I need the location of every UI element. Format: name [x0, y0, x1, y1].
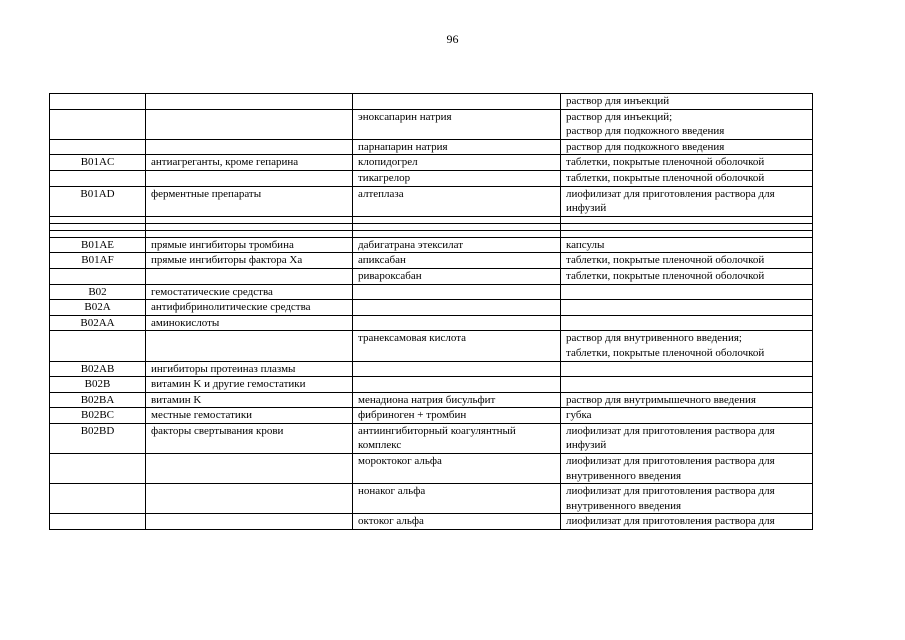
- dosage-form-cell: раствор для внутривенного введения; таблетки, покрытые пленочной оболочкой: [561, 331, 813, 361]
- dosage-form-cell: [561, 284, 813, 300]
- drug-name-cell: фибриноген + тромбин: [353, 408, 561, 424]
- atc-code-cell: B02BA: [50, 392, 146, 408]
- dosage-form-cell: лиофилизат для приготовления раствора для внутривенного введения: [561, 484, 813, 514]
- pharmacological-group-cell: [146, 223, 353, 230]
- table-row: [50, 300, 813, 316]
- pharmacological-group-cell: гемостатические средства: [146, 284, 353, 300]
- pharmacological-group-cell: аминокислоты: [146, 315, 353, 331]
- drug-name-cell: менадиона натрия бисульфит: [353, 392, 561, 408]
- drug-name-cell: апиксабан: [353, 253, 561, 269]
- atc-code-cell: [50, 94, 146, 110]
- table-row: [50, 392, 813, 408]
- pharmacological-group-cell: [146, 216, 353, 223]
- table-row: [50, 514, 813, 530]
- drug-name-cell: клопидогрел: [353, 155, 561, 171]
- dosage-form-cell: [561, 315, 813, 331]
- drug-name-cell: дабигатрана этексилат: [353, 237, 561, 253]
- pharmacological-group-cell: антифибринолитические средства: [146, 300, 353, 316]
- drug-name-cell: тикагрелор: [353, 170, 561, 186]
- pharmacological-group-cell: [146, 109, 353, 139]
- dosage-form-cell: раствор для инъекций: [561, 94, 813, 110]
- pharmacological-group-cell: [146, 94, 353, 110]
- dosage-form-cell: [561, 230, 813, 237]
- pharmacological-group-cell: [146, 139, 353, 155]
- atc-code-cell: [50, 454, 146, 484]
- drug-name-cell: [353, 361, 561, 377]
- atc-code-cell: B02AB: [50, 361, 146, 377]
- dosage-form-cell: лиофилизат для приготовления раствора для: [561, 514, 813, 530]
- drug-name-cell: [353, 230, 561, 237]
- drug-name-cell: [353, 284, 561, 300]
- dosage-form-cell: [561, 377, 813, 393]
- dosage-form-cell: таблетки, покрытые пленочной оболочкой: [561, 155, 813, 171]
- table-row: [50, 331, 813, 361]
- atc-code-cell: B01AE: [50, 237, 146, 253]
- atc-code-cell: B02AA: [50, 315, 146, 331]
- atc-code-cell: [50, 331, 146, 361]
- dosage-form-cell: таблетки, покрытые пленочной оболочкой: [561, 268, 813, 284]
- atc-code-cell: B02: [50, 284, 146, 300]
- atc-code-cell: B02A: [50, 300, 146, 316]
- drug-name-cell: эноксапарин натрия: [353, 109, 561, 139]
- dosage-form-cell: [561, 223, 813, 230]
- pharmacological-group-cell: [146, 514, 353, 530]
- pharmacological-group-cell: местные гемостатики: [146, 408, 353, 424]
- atc-code-cell: [50, 170, 146, 186]
- atc-code-cell: [50, 484, 146, 514]
- dosage-form-cell: [561, 361, 813, 377]
- pharmacological-group-cell: ферментные препараты: [146, 186, 353, 216]
- pharmacological-group-cell: прямые ингибиторы фактора Xa: [146, 253, 353, 269]
- atc-code-cell: [50, 268, 146, 284]
- atc-code-cell: [50, 223, 146, 230]
- drug-name-cell: [353, 315, 561, 331]
- pharmacological-group-cell: витамин K и другие гемостатики: [146, 377, 353, 393]
- pharmacological-group-cell: витамин K: [146, 392, 353, 408]
- dosage-form-cell: таблетки, покрытые пленочной оболочкой: [561, 253, 813, 269]
- table-row: [50, 284, 813, 300]
- table-row: [50, 484, 813, 514]
- pharmacological-group-cell: антиагреганты, кроме гепарина: [146, 155, 353, 171]
- table-row: [50, 423, 813, 453]
- pharmacological-group-cell: [146, 331, 353, 361]
- dosage-form-cell: капсулы: [561, 237, 813, 253]
- atc-code-cell: [50, 139, 146, 155]
- table-row: [50, 377, 813, 393]
- dosage-form-cell: лиофилизат для приготовления раствора для инфузий: [561, 186, 813, 216]
- pharmacological-group-cell: прямые ингибиторы тромбина: [146, 237, 353, 253]
- drug-name-cell: [353, 94, 561, 110]
- drug-name-cell: [353, 377, 561, 393]
- pharmacological-group-cell: [146, 230, 353, 237]
- pharmacological-group-cell: ингибиторы протеиназ плазмы: [146, 361, 353, 377]
- atc-code-cell: B02BC: [50, 408, 146, 424]
- table-row: [50, 94, 813, 110]
- atc-code-cell: B01AD: [50, 186, 146, 216]
- dosage-form-cell: лиофилизат для приготовления раствора для внутривенного введения: [561, 454, 813, 484]
- table-row: [50, 139, 813, 155]
- table-row: [50, 237, 813, 253]
- dosage-form-cell: лиофилизат для приготовления раствора для инфузий: [561, 423, 813, 453]
- drug-name-cell: [353, 216, 561, 223]
- drug-name-cell: октоког альфа: [353, 514, 561, 530]
- drug-name-cell: антиингибиторный коагулянтный комплекс: [353, 423, 561, 453]
- table-row: [50, 268, 813, 284]
- table-row: [50, 361, 813, 377]
- atc-code-cell: [50, 109, 146, 139]
- table-row: [50, 253, 813, 269]
- table-row: [50, 408, 813, 424]
- table-row: [50, 216, 813, 223]
- atc-code-cell: [50, 514, 146, 530]
- pharmacological-group-cell: [146, 454, 353, 484]
- table-row: [50, 454, 813, 484]
- table-row: [50, 170, 813, 186]
- atc-code-cell: B02B: [50, 377, 146, 393]
- dosage-form-cell: губка: [561, 408, 813, 424]
- table-row: [50, 109, 813, 139]
- dosage-form-cell: раствор для инъекций; раствор для подкожного введения: [561, 109, 813, 139]
- drug-name-cell: [353, 300, 561, 316]
- table-row: [50, 186, 813, 216]
- dosage-form-cell: раствор для подкожного введения: [561, 139, 813, 155]
- drug-name-cell: ривароксабан: [353, 268, 561, 284]
- pharmacological-group-cell: факторы свертывания крови: [146, 423, 353, 453]
- drug-name-cell: мороктоког альфа: [353, 454, 561, 484]
- table-row: [50, 315, 813, 331]
- drug-name-cell: [353, 223, 561, 230]
- drug-table: [49, 93, 813, 530]
- drug-name-cell: парнапарин натрия: [353, 139, 561, 155]
- dosage-form-cell: [561, 216, 813, 223]
- atc-code-cell: [50, 230, 146, 237]
- table-row: [50, 223, 813, 230]
- pharmacological-group-cell: [146, 268, 353, 284]
- atc-code-cell: [50, 216, 146, 223]
- atc-code-cell: B01AC: [50, 155, 146, 171]
- dosage-form-cell: [561, 300, 813, 316]
- atc-code-cell: B02BD: [50, 423, 146, 453]
- pharmacological-group-cell: [146, 484, 353, 514]
- page-number: 96: [446, 32, 459, 46]
- pharmacological-group-cell: [146, 170, 353, 186]
- table-body: [50, 94, 813, 530]
- table-row: [50, 230, 813, 237]
- drug-name-cell: нонаког альфа: [353, 484, 561, 514]
- dosage-form-cell: таблетки, покрытые пленочной оболочкой: [561, 170, 813, 186]
- drug-name-cell: алтеплаза: [353, 186, 561, 216]
- dosage-form-cell: раствор для внутримышечного введения: [561, 392, 813, 408]
- drug-name-cell: транексамовая кислота: [353, 331, 561, 361]
- atc-code-cell: B01AF: [50, 253, 146, 269]
- table-row: [50, 155, 813, 171]
